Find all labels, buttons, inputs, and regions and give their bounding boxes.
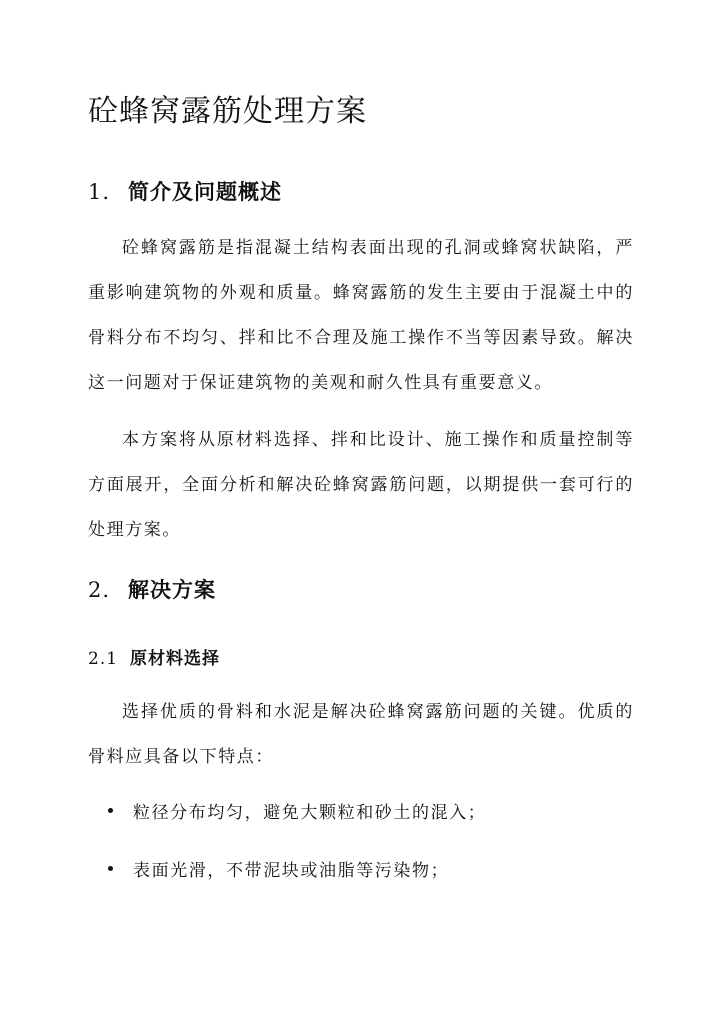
list-item-text: 表面光滑，不带泥块或油脂等污染物；: [133, 861, 450, 881]
section-1-number: 1.: [88, 180, 111, 204]
section-2-1-heading: [88, 644, 220, 669]
document-title: 砼蜂窝露筋处理方案: [88, 94, 367, 129]
section-1-heading: [88, 176, 282, 206]
bullet-icon: [108, 866, 113, 871]
section-1-paragraph-2: 本方案将从原材料选择、拌和比设计、施工操作和质量控制等方面展开，全面分析和解决砼蜂窝露筋问题，以期提供一套可行的处理方案。: [88, 430, 634, 540]
list-item: [108, 856, 449, 881]
section-2-1-number: 2.1: [88, 649, 119, 669]
bullet-icon: [108, 808, 113, 813]
section-2-title: 解决方案: [128, 577, 216, 602]
section-1-title: 简介及问题概述: [128, 179, 282, 204]
section-2-1-title: 原材料选择: [130, 649, 220, 669]
list-item-text: 粒径分布均匀，避免大颗粒和砂土的混入；: [133, 803, 487, 823]
list-item: [108, 798, 486, 823]
section-2-1-paragraph-1: 选择优质的骨料和水泥是解决砼蜂窝露筋问题的关键。优质的骨料应具备以下特点：: [88, 702, 634, 767]
section-1-paragraph-1: 砼蜂窝露筋是指混凝土结构表面出现的孔洞或蜂窝状缺陷，严重影响建筑物的外观和质量。蜂窝露筋的发生主要由于混凝土中的骨料分布不均匀、拌和比不合理及施工操作不当等因素导致。解决这一问题对于保证建筑物的美观和耐久性具有重要意义。: [88, 238, 634, 393]
section-2-number: 2.: [88, 578, 111, 602]
section-2-heading: [88, 574, 216, 604]
